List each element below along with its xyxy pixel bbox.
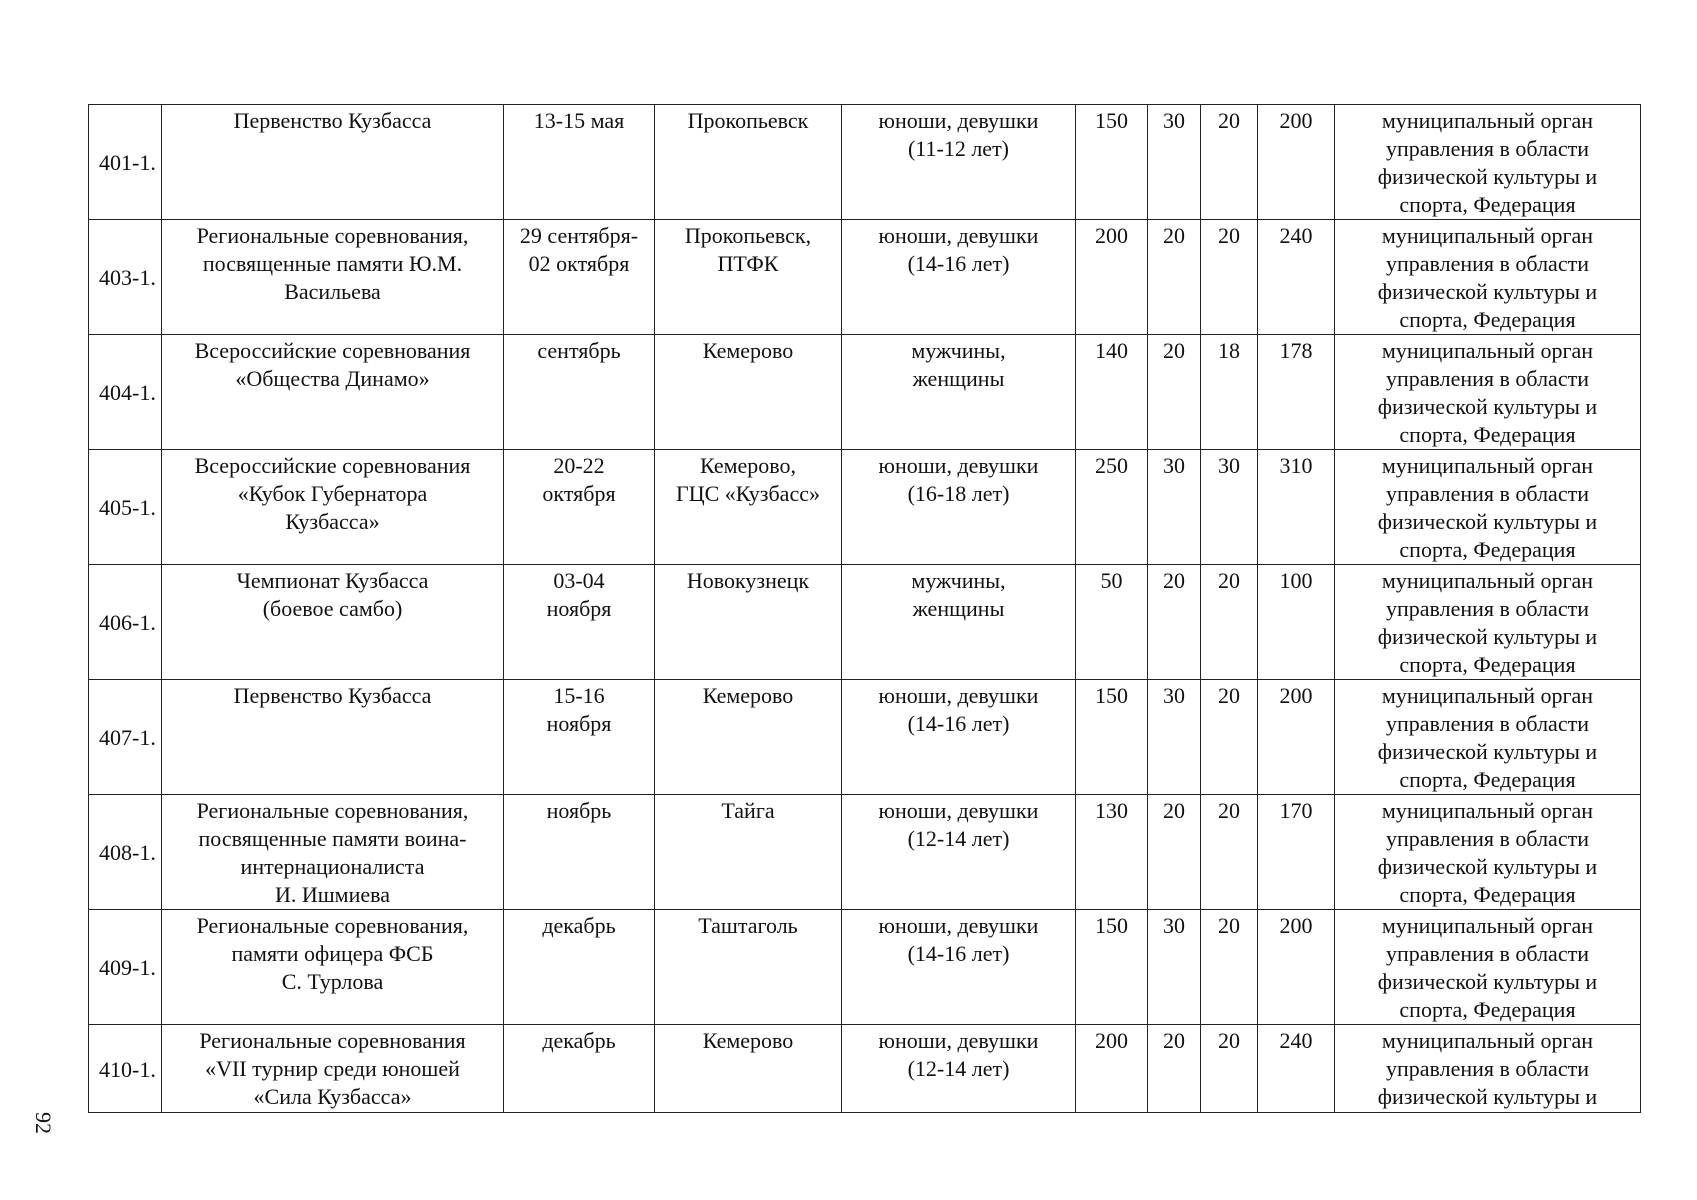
participants-group: мужчины, женщины [842, 335, 1076, 450]
organizer: муниципальный орган управления в области физической культуры и спорта, Федерация [1335, 335, 1641, 450]
judges-count: 20 [1201, 795, 1258, 910]
officials-count: 20 [1148, 565, 1201, 680]
page-number: 92 [31, 1112, 56, 1134]
total-count: 310 [1258, 450, 1335, 565]
total-count: 170 [1258, 795, 1335, 910]
judges-count: 20 [1201, 910, 1258, 1025]
event-name: Первенство Кузбасса [162, 105, 504, 220]
officials-count: 30 [1148, 450, 1201, 565]
event-place: Тайга [655, 795, 842, 910]
officials-count: 20 [1148, 795, 1201, 910]
event-date: декабрь [504, 1025, 655, 1113]
table-row [89, 680, 1641, 795]
event-name: Чемпионат Кузбасса (боевое самбо) [162, 565, 504, 680]
event-place: Прокопьевск, ПТФК [655, 220, 842, 335]
total-count: 200 [1258, 680, 1335, 795]
participants-count: 150 [1076, 680, 1148, 795]
officials-count: 20 [1148, 1025, 1201, 1113]
table-row [89, 105, 1641, 220]
participants-count: 50 [1076, 565, 1148, 680]
row-number: 401-1. [89, 105, 162, 220]
table-row [89, 565, 1641, 680]
officials-count: 30 [1148, 910, 1201, 1025]
organizer: муниципальный орган управления в области физической культуры и спорта, Федерация [1335, 220, 1641, 335]
participants-group: юноши, девушки (12-14 лет) [842, 1025, 1076, 1113]
table-row [89, 335, 1641, 450]
participants-group: юноши, девушки (12-14 лет) [842, 795, 1076, 910]
participants-group: юноши, девушки (11-12 лет) [842, 105, 1076, 220]
total-count: 240 [1258, 1025, 1335, 1113]
table-row [89, 220, 1641, 335]
participants-count: 200 [1076, 220, 1148, 335]
participants-count: 150 [1076, 105, 1148, 220]
event-place: Таштаголь [655, 910, 842, 1025]
organizer: муниципальный орган управления в области физической культуры и [1335, 1025, 1641, 1113]
organizer: муниципальный орган управления в области физической культуры и спорта, Федерация [1335, 565, 1641, 680]
participants-count: 250 [1076, 450, 1148, 565]
officials-count: 30 [1148, 680, 1201, 795]
officials-count: 30 [1148, 105, 1201, 220]
row-number: 406-1. [89, 565, 162, 680]
participants-count: 140 [1076, 335, 1148, 450]
event-name: Всероссийские соревнования «Общества Динамо» [162, 335, 504, 450]
table-row [89, 1025, 1641, 1113]
row-number: 408-1. [89, 795, 162, 910]
event-place: Прокопьевск [655, 105, 842, 220]
table-row [89, 795, 1641, 910]
event-date: 13-15 мая [504, 105, 655, 220]
total-count: 178 [1258, 335, 1335, 450]
total-count: 200 [1258, 105, 1335, 220]
judges-count: 20 [1201, 565, 1258, 680]
event-name: Всероссийские соревнования «Кубок Губернатора Кузбасса» [162, 450, 504, 565]
event-date: 03-04 ноября [504, 565, 655, 680]
table-row [89, 910, 1641, 1025]
participants-group: юноши, девушки (14-16 лет) [842, 680, 1076, 795]
row-number: 403-1. [89, 220, 162, 335]
total-count: 100 [1258, 565, 1335, 680]
judges-count: 20 [1201, 1025, 1258, 1113]
participants-count: 200 [1076, 1025, 1148, 1113]
event-date: 15-16 ноября [504, 680, 655, 795]
row-number: 409-1. [89, 910, 162, 1025]
events-table [88, 104, 1641, 1113]
judges-count: 20 [1201, 220, 1258, 335]
event-place: Кемерово [655, 1025, 842, 1113]
organizer: муниципальный орган управления в области физической культуры и спорта, Федерация [1335, 795, 1641, 910]
participants-group: юноши, девушки (16-18 лет) [842, 450, 1076, 565]
judges-count: 20 [1201, 680, 1258, 795]
participants-group: юноши, девушки (14-16 лет) [842, 220, 1076, 335]
participants-count: 130 [1076, 795, 1148, 910]
table-row [89, 450, 1641, 565]
organizer: муниципальный орган управления в области физической культуры и спорта, Федерация [1335, 105, 1641, 220]
event-date: декабрь [504, 910, 655, 1025]
judges-count: 18 [1201, 335, 1258, 450]
organizer: муниципальный орган управления в области физической культуры и спорта, Федерация [1335, 910, 1641, 1025]
participants-count: 150 [1076, 910, 1148, 1025]
row-number: 407-1. [89, 680, 162, 795]
participants-group: юноши, девушки (14-16 лет) [842, 910, 1076, 1025]
event-name: Региональные соревнования, посвященные памяти Ю.М. Васильева [162, 220, 504, 335]
event-date: 29 сентября- 02 октября [504, 220, 655, 335]
row-number: 405-1. [89, 450, 162, 565]
event-place: Кемерово [655, 680, 842, 795]
event-date: ноябрь [504, 795, 655, 910]
event-name: Региональные соревнования, посвященные памяти воина- интернационалиста И. Ишмиева [162, 795, 504, 910]
organizer: муниципальный орган управления в области физической культуры и спорта, Федерация [1335, 450, 1641, 565]
row-number: 410-1. [89, 1025, 162, 1113]
event-date: 20-22 октября [504, 450, 655, 565]
event-name: Региональные соревнования «VII турнир среди юношей «Сила Кузбасса» [162, 1025, 504, 1113]
total-count: 240 [1258, 220, 1335, 335]
event-date: сентябрь [504, 335, 655, 450]
organizer: муниципальный орган управления в области физической культуры и спорта, Федерация [1335, 680, 1641, 795]
officials-count: 20 [1148, 335, 1201, 450]
event-place: Кемерово [655, 335, 842, 450]
participants-group: мужчины, женщины [842, 565, 1076, 680]
row-number: 404-1. [89, 335, 162, 450]
total-count: 200 [1258, 910, 1335, 1025]
event-place: Новокузнецк [655, 565, 842, 680]
event-name: Региональные соревнования, памяти офицера ФСБ С. Турлова [162, 910, 504, 1025]
judges-count: 20 [1201, 105, 1258, 220]
officials-count: 20 [1148, 220, 1201, 335]
event-name: Первенство Кузбасса [162, 680, 504, 795]
event-place: Кемерово, ГЦС «Кузбасс» [655, 450, 842, 565]
judges-count: 30 [1201, 450, 1258, 565]
